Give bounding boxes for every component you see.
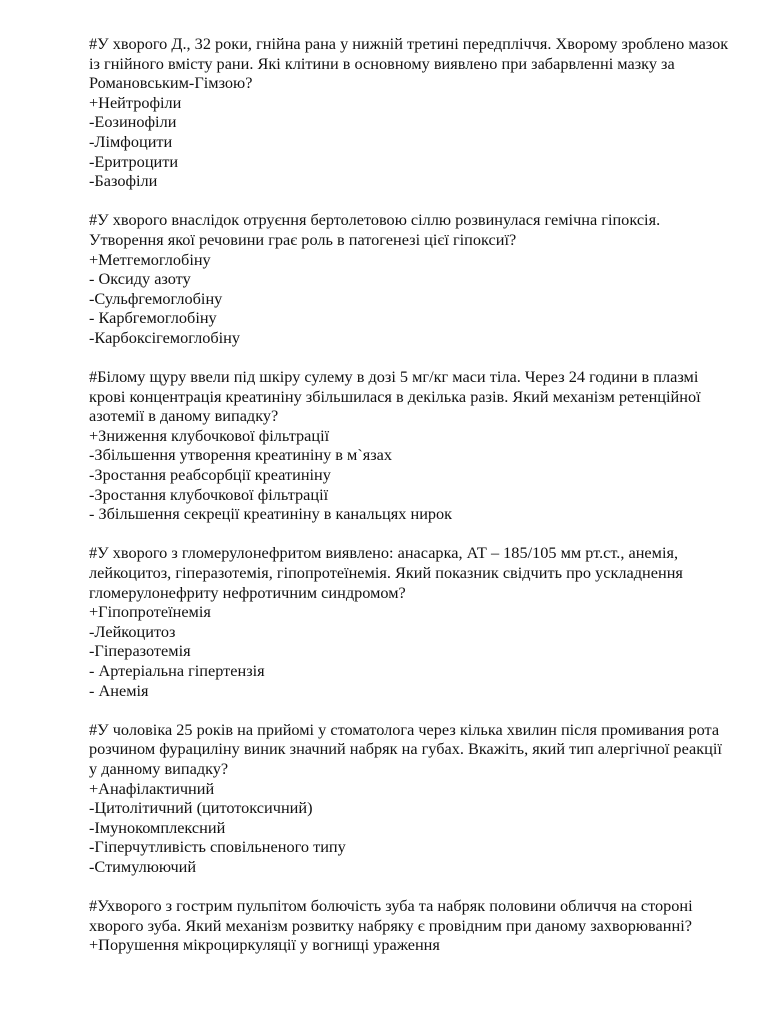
answer-options — [89, 250, 729, 348]
answer-option: +Анафілактичний — [89, 778, 215, 798]
question-list — [89, 34, 729, 975]
answer-option: -Зростання реабсорбції креатиніну — [89, 465, 331, 485]
answer-option: - Анемія — [89, 680, 149, 700]
question-block — [89, 543, 729, 700]
answer-option: +Нейтрофіли — [89, 92, 182, 112]
question-text: #У хворого внаслідок отруєння бертолетовою сіллю розвинулася гемічна гіпоксія. Утворення якої речовини грає роль в патогенезі цієї гіпоксиї? — [89, 210, 661, 249]
answer-option: - Збільшення секреції креатиніну в канальцях нирок — [89, 504, 453, 524]
question-block — [89, 210, 729, 347]
question-text: #У чоловіка 25 років на прийомі у стоматолога через кілька хвилин після промивания рота розчином фурациліну виник значний набряк на губах. Вкажіть, який тип алергічної реакції у данному випадку? — [89, 719, 722, 778]
answer-option: -Еозинофіли — [89, 112, 177, 132]
answer-options — [89, 93, 729, 191]
answer-options — [89, 426, 729, 524]
question-block — [89, 34, 729, 191]
answer-option: - Карбгемоглобіну — [89, 308, 217, 328]
answer-option: +Порушення мікроциркуляції у вогнищі ураження — [89, 935, 440, 955]
answer-option: +Зниження клубочкової фільтрації — [89, 425, 330, 445]
answer-options — [89, 602, 729, 700]
question-block — [89, 367, 729, 524]
answer-option: -Базофіли — [89, 171, 158, 191]
answer-option: -Еритроцити — [89, 151, 179, 171]
answer-options — [89, 779, 729, 877]
question-text: #Білому щуру ввели під шкіру сулему в дозі 5 мг/кг маси тіла. Через 24 години в плазмі крові концентрація креатиніну збільшилася в декілька разів. Який механізм ретенційної азотемії в даному випадку? — [89, 367, 701, 426]
question-block — [89, 720, 729, 877]
answer-option: -Карбоксігемоглобіну — [89, 327, 241, 347]
question-block — [89, 896, 729, 955]
answer-option: +Гіпопротеїнемія — [89, 602, 211, 622]
answer-option: -Лейкоцитоз — [89, 621, 176, 641]
answer-option: -Гіперчутливість сповільненого типу — [89, 837, 346, 857]
answer-option: - Артеріальна гіпертензія — [89, 661, 265, 680]
question-text: #Ухворого з гострим пульпітом болючість зуба та набряк половини обличчя на стороні хворого зуба. Який механізм розвитку набряку є провідним при даному захворюванні? — [89, 896, 693, 935]
answer-option: -Стимулюючий — [89, 856, 197, 876]
answer-option: -Лімфоцити — [89, 131, 173, 151]
question-text: #У хворого Д., 32 роки, гнійна рана у нижній третині передпліччя. Хворому зроблено мазок із гнійного вмісту рани. Які клітини в основному виявлено при забарвленні мазку за Романовським-Гімзою? — [89, 34, 729, 93]
answer-option: - Оксиду азоту — [89, 269, 191, 289]
question-text: #У хворого з гломерулонефритом виявлено: анасарка, АТ – 185/105 мм рт.ст., анемія, лейкоцитоз, гіперазотемія, гіпопротеїнемія. Який показник свідчить про ускладнення гломерулонефриту нефротичним синдромом? — [89, 543, 683, 602]
answer-option: -Зростання клубочкової фільтрації — [89, 484, 329, 504]
answer-option: -Цитолітичний (цитотоксичний) — [89, 798, 313, 818]
answer-option: +Метгемоглобіну — [89, 249, 211, 269]
answer-options — [89, 935, 729, 955]
answer-option: -Гіперазотемія — [89, 641, 191, 661]
answer-option: -Імунокомплексний — [89, 817, 226, 837]
answer-option: -Збільшення утворення креатиніну в м`язах — [89, 445, 393, 465]
answer-option: -Сульфгемоглобіну — [89, 288, 223, 308]
